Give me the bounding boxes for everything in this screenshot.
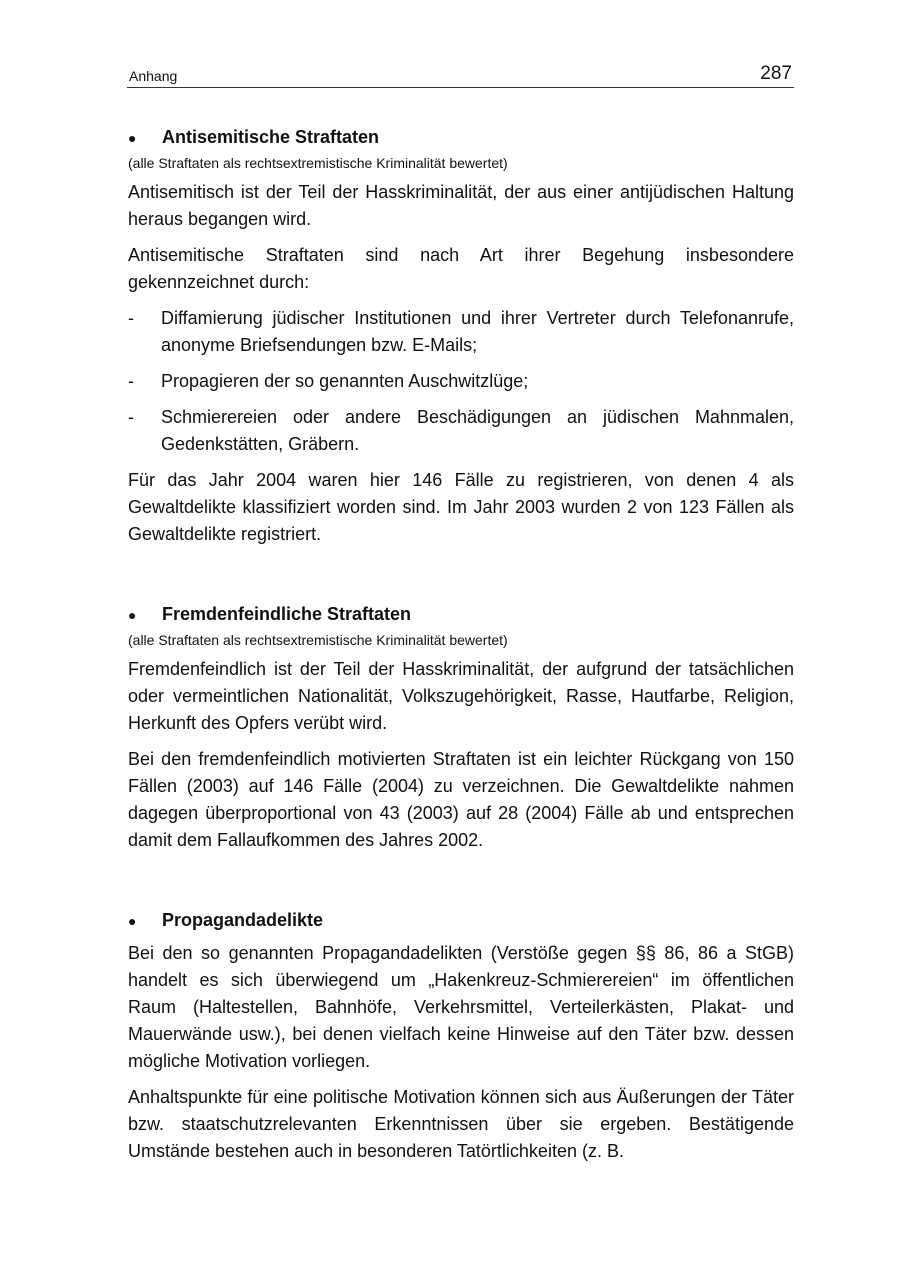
section-heading — [127, 601, 794, 628]
paragraph: Bei den fremdenfeindlich motivierten Straftaten ist ein leichter Rückgang von 150 Fällen (2003) auf 146 Fälle (2004) zu verzeichnen. Die Gewaltdelikte nahmen dagegen überproportional von 43 (2003) auf 28 (2004) Fälle ab und entsprechen damit dem Fallaufkommen des Jahres 2002. — [128, 749, 794, 850]
list-item-text: Propagieren der so genannten Auschwitzlüge; — [161, 371, 529, 391]
section-heading — [127, 124, 794, 151]
paragraph: Antisemitische Straftaten sind nach Art ihrer Begehung insbesondere gekennzeichnet durch: — [128, 245, 794, 292]
paragraph: Bei den so genannten Propagandadelikten (Verstöße gegen §§ 86, 86 a StGB) handelt es sich überwiegend um „Hakenkreuz-Schmierereien“ im öffentlichen Raum (Haltestellen, Bahnhöfe, Verkehrsmittel, Verteilerkästen, Plakat- und Mauerwände usw.), bei denen vielfach keine Hinweise auf den Täter bzw. dessen mögliche Motivation vorliegen. — [128, 943, 794, 1071]
paragraph: Antisemitisch ist der Teil der Hasskriminalität, der aus einer antijüdischen Haltung heraus begangen wird. — [128, 182, 794, 229]
header-chapter-title: Anhang — [129, 68, 178, 84]
list-item — [127, 305, 794, 359]
section-spacer — [127, 557, 794, 601]
section-fremdenfeindliche-straftaten — [127, 601, 794, 854]
paragraph: Anhaltspunkte für eine politische Motivation können sich aus Äußerungen der Täter bzw. staatschutzrelevanten Erkenntnissen über sie ergeben. Bestätigende Umstände bestehen auch in besonderen Tatörtlichkeiten (z. B. — [128, 1087, 794, 1161]
page-body — [127, 124, 794, 1174]
section-propagandadelikte — [127, 907, 794, 1165]
list-item-text: Schmierereien oder andere Beschädigungen an jüdischen Mahnmalen, Gedenkstätten, Gräbern. — [161, 407, 794, 454]
bullet-icon: ● — [128, 607, 137, 623]
section-note: (alle Straftaten als rechtsextremistische Kriminalität bewertet) — [128, 155, 508, 171]
list-item — [127, 404, 794, 458]
section-title: Antisemitische Straftaten — [162, 127, 380, 147]
bullet-icon: ● — [128, 130, 137, 146]
section-title: Fremdenfeindliche Straftaten — [162, 604, 412, 624]
section-spacer — [127, 863, 794, 907]
list-marker: - — [128, 407, 134, 427]
dash-list — [127, 305, 794, 458]
section-antisemitische-straftaten — [127, 124, 794, 548]
running-header — [127, 62, 794, 88]
paragraph: Fremdenfeindlich ist der Teil der Hasskriminalität, der aufgrund der tatsächlichen oder vermeintlichen Nationalität, Volkszugehörigkeit, Rasse, Hautfarbe, Religion, Herkunft des Opfers verübt wird. — [128, 659, 794, 733]
section-note: (alle Straftaten als rechtsextremistische Kriminalität bewertet) — [128, 632, 508, 648]
list-marker: - — [128, 308, 134, 328]
list-item — [127, 368, 794, 395]
section-title: Propagandadelikte — [162, 910, 324, 930]
list-item-text: Diffamierung jüdischer Institutionen und ihrer Vertreter durch Telefonanrufe, anonyme Briefsendungen bzw. E-Mails; — [161, 308, 794, 355]
paragraph: Für das Jahr 2004 waren hier 146 Fälle zu registrieren, von denen 4 als Gewaltdelikte klassifiziert worden sind. Im Jahr 2003 wurden 2 von 123 Fällen als Gewaltdelikte registriert. — [128, 470, 794, 544]
bullet-icon: ● — [128, 913, 137, 929]
section-heading — [127, 907, 794, 934]
page-number: 287 — [760, 63, 792, 84]
list-marker: - — [128, 371, 134, 391]
